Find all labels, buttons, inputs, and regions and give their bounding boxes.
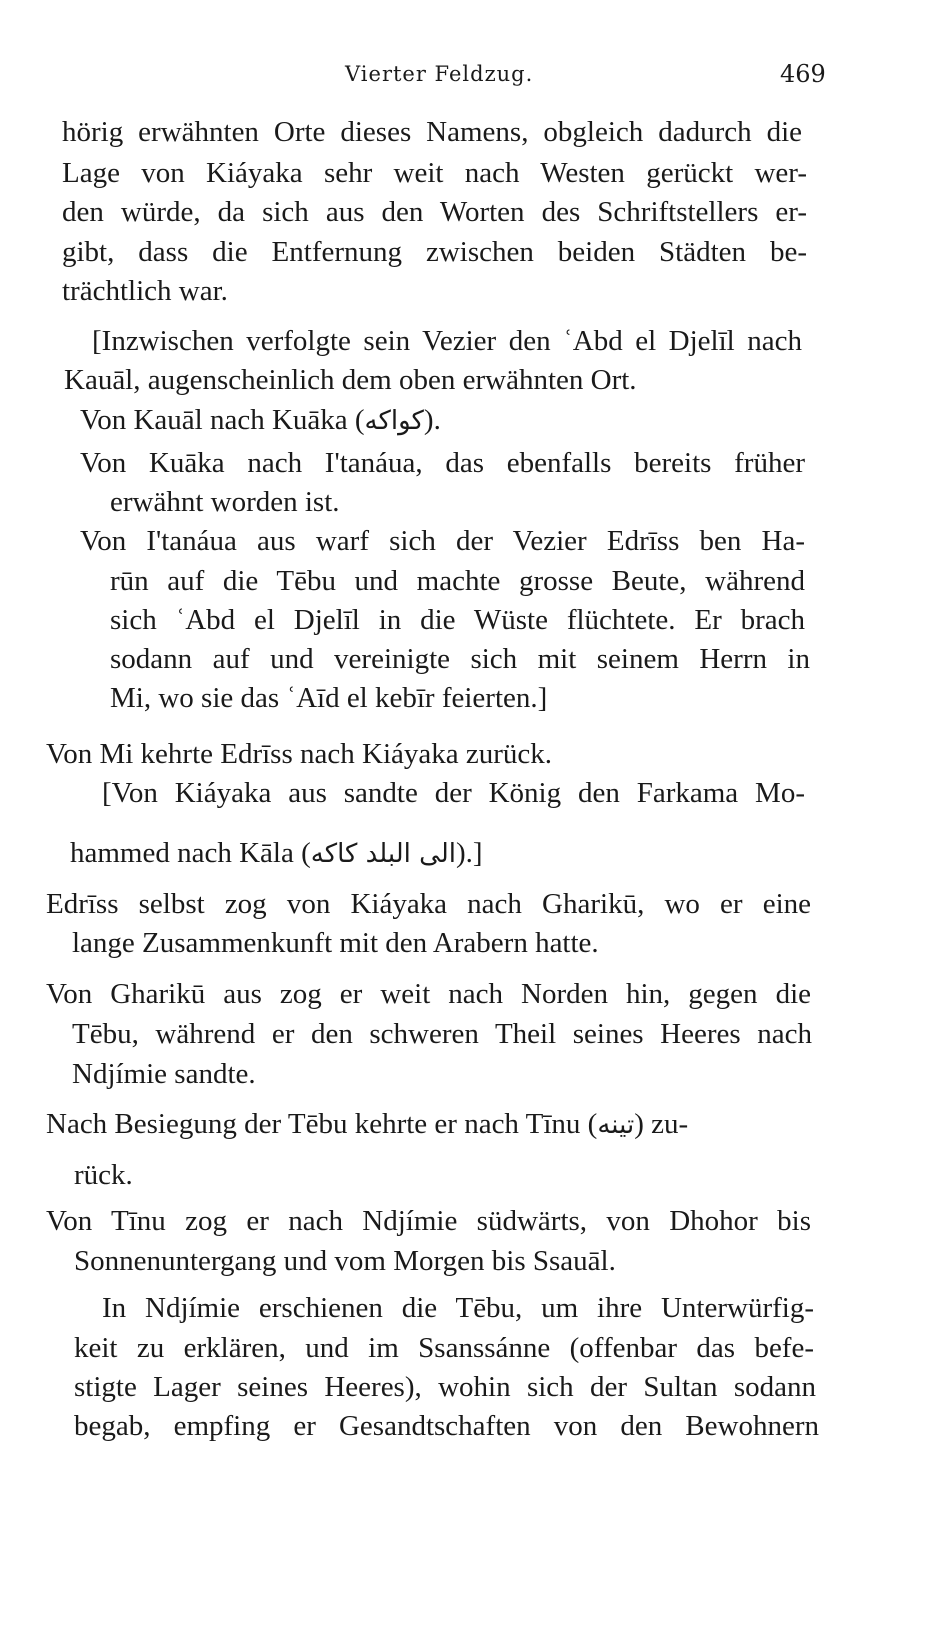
text-line: Von Kuāka nach I'tanáua, das ebenfalls bereits früher xyxy=(80,447,805,479)
arabic-word: تينه xyxy=(597,1110,635,1140)
text-line: Tēbu, während er den schweren Theil seines Heeres nach xyxy=(72,1018,812,1050)
text-line: [Inzwischen verfolgte sein Vezier den ʿAbd el Djelīl nach xyxy=(92,325,802,357)
text-line: In Ndjímie erschienen die Tēbu, um ihre Unterwürfig- xyxy=(102,1292,814,1324)
text-line: sodann auf und vereinigte sich mit seinem Herrn in xyxy=(110,643,810,675)
text-line xyxy=(80,402,441,439)
text-line: keit zu erklären, und im Ssanssánne (offenbar das befe- xyxy=(74,1332,814,1364)
text-line: rück. xyxy=(74,1159,133,1191)
text-run: ).] xyxy=(455,837,483,869)
text-line: Mi, wo sie das ʿAīd el kebīr feierten.] xyxy=(110,682,548,714)
text-line: Sonnenuntergang und vom Morgen bis Ssauāl. xyxy=(74,1245,616,1277)
text-line: hörig erwähnten Orte dieses Namens, obgleich dadurch die xyxy=(62,116,802,148)
text-line: sich ʿAbd el Djelīl in die Wüste flüchtete. Er brach xyxy=(110,604,805,636)
text-run: ). xyxy=(423,404,441,436)
text-line: den würde, da sich aus den Worten des Schriftstellers er- xyxy=(62,196,807,228)
text-line xyxy=(70,835,483,872)
text-line: [Von Kiáyaka aus sandte der König den Farkama Mo- xyxy=(102,777,805,809)
text-run: Von Kauāl nach Kuāka ( xyxy=(80,404,365,436)
text-line: Lage von Kiáyaka sehr weit nach Westen gerückt wer- xyxy=(62,157,807,189)
text-line: Ndjímie sandte. xyxy=(72,1058,256,1090)
page-number: 469 xyxy=(780,60,826,88)
running-head-title: Vierter Feldzug. xyxy=(345,62,534,86)
text-line: stigte Lager seines Heeres), wohin sich der Sultan sodann xyxy=(74,1371,816,1403)
text-run: Nach Besiegung der Tēbu kehrte er nach Tīnu ( xyxy=(46,1108,598,1140)
text-line: trächtlich war. xyxy=(62,275,228,307)
text-line: erwähnt worden ist. xyxy=(110,486,340,518)
running-head xyxy=(0,60,930,100)
text-run: hammed nach Kāla ( xyxy=(70,837,311,869)
text-line: Von Mi kehrte Edrīss nach Kiáyaka zurück. xyxy=(46,738,553,770)
text-line: Kauāl, augenscheinlich dem oben erwähnten Ort. xyxy=(64,364,637,396)
text-line: Von Gharikū aus zog er weit nach Norden hin, gegen die xyxy=(46,978,811,1010)
text-run: ) zu- xyxy=(634,1108,689,1140)
text-line: Von I'tanáua aus warf sich der Vezier Edrīss ben Ha- xyxy=(80,525,805,557)
text-line xyxy=(46,1106,811,1143)
text-line: rūn auf die Tēbu und machte grosse Beute, während xyxy=(110,565,805,597)
text-line: begab, empfing er Gesandtschaften von den Bewohnern xyxy=(74,1410,819,1442)
arabic-phrase: الى البلد كاكه xyxy=(310,839,456,869)
text-line: gibt, dass die Entfernung zwischen beiden Städten be- xyxy=(62,236,807,268)
arabic-word: كواكه xyxy=(364,406,424,436)
text-line: Edrīss selbst zog von Kiáyaka nach Gharikū, wo er eine xyxy=(46,888,811,920)
text-line: Von Tīnu zog er nach Ndjímie südwärts, von Dhohor bis xyxy=(46,1205,811,1237)
text-line: lange Zusammenkunft mit den Arabern hatte. xyxy=(72,927,599,959)
